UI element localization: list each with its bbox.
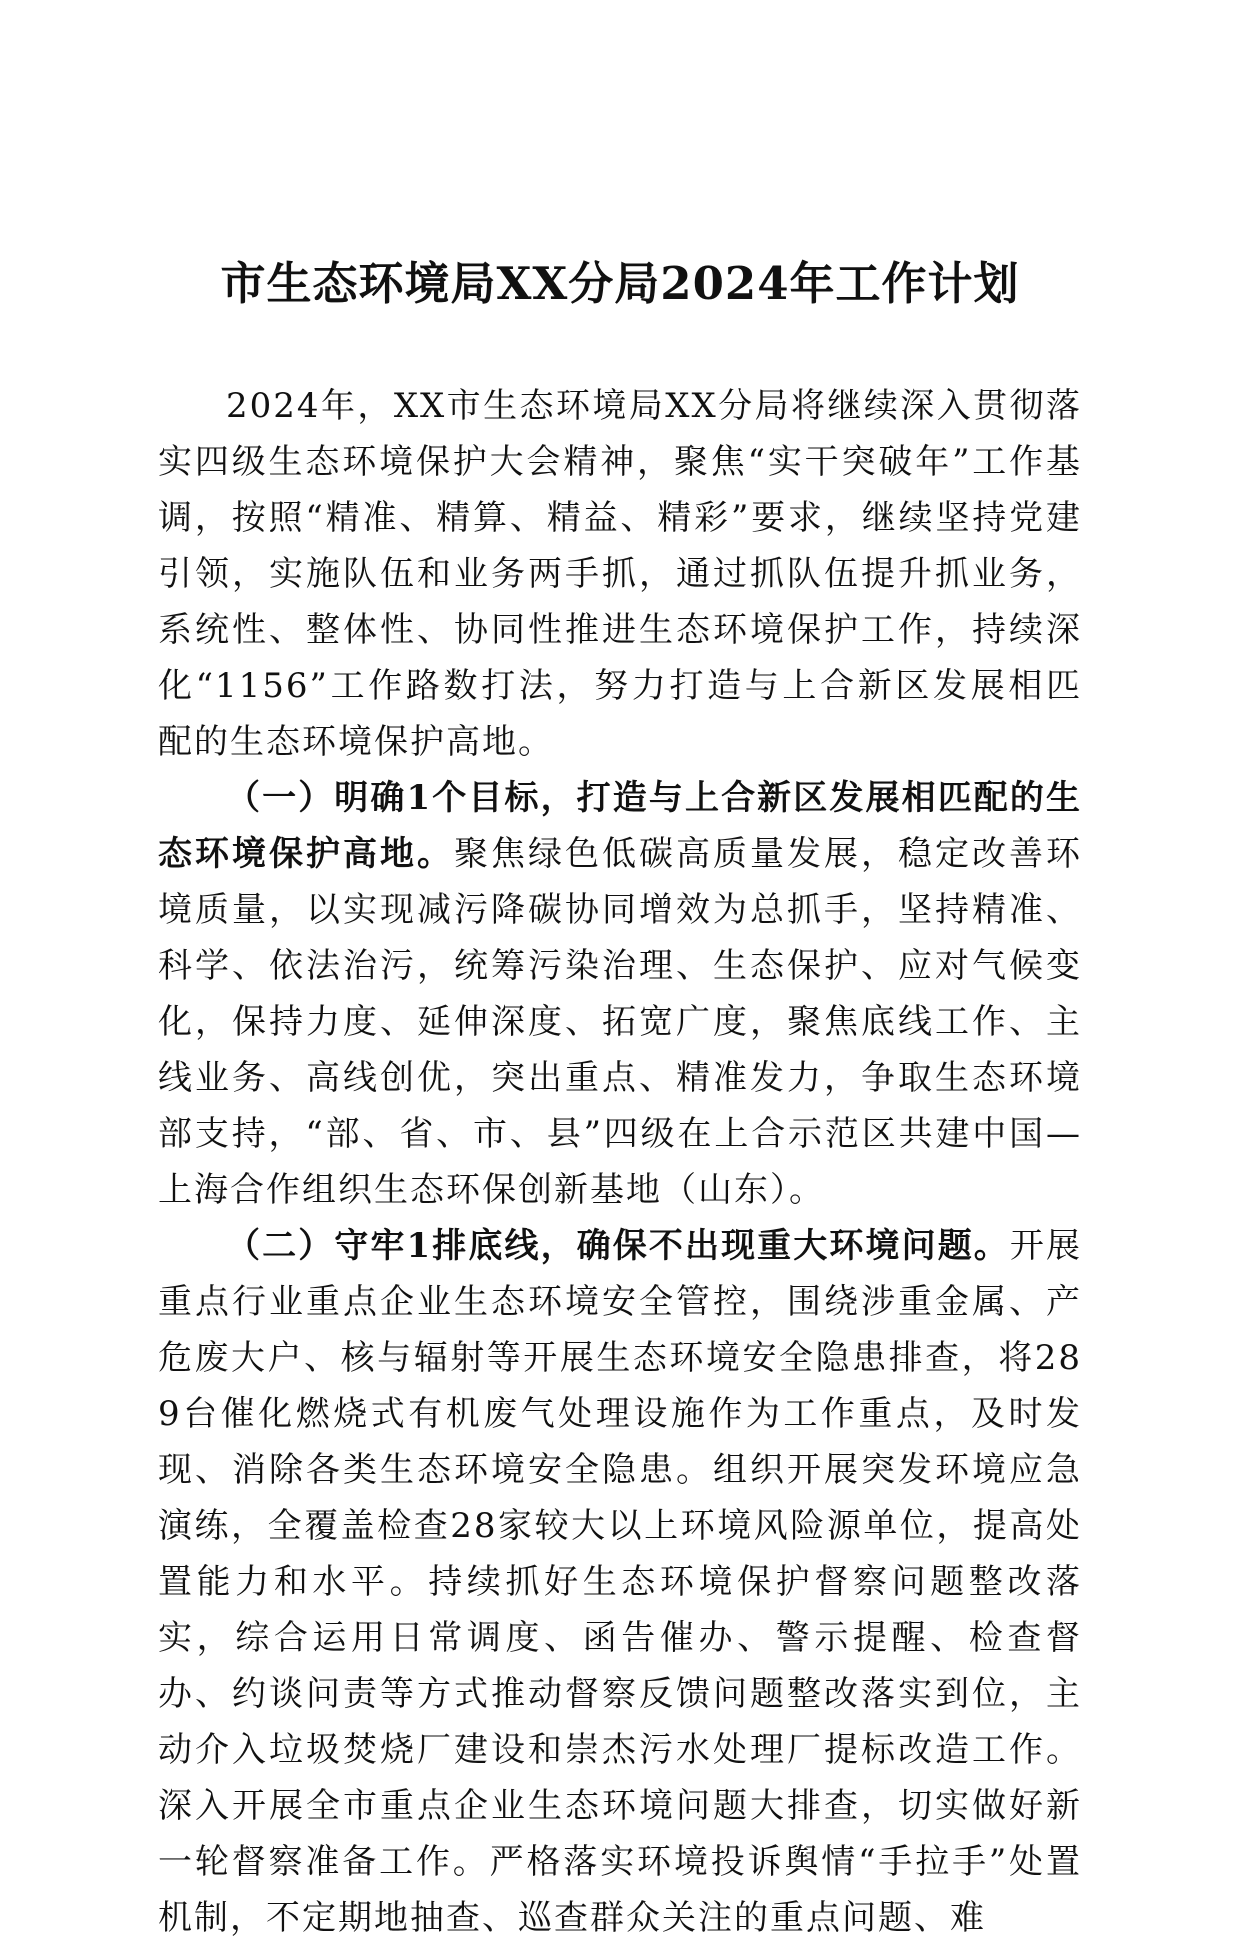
document-body — [158, 378, 1082, 1946]
section-text-2: 开展重点行业重点企业生态环境安全管控，围绕涉重金属、产危废大户、核与辐射等开展生态环境安全隐患排查，将289台催化燃烧式有机废气处理设施作为工作重点，及时发现、消除各类生态环境安全隐患。组织开展突发环境应急演练，全覆盖检查28家较大以上环境风险源单位，提高处置能力和水平。持续抓好生态环境保护督察问题整改落实，综合运用日常调度、函告催办、警示提醒、检查督办、约谈问责等方式推动督察反馈问题整改落实到位，主动介入垃圾焚烧厂建设和崇杰污水处理厂提标改造工作。深入开展全市重点企业生态环境问题大排查，切实做好新一轮督察准备工作。严格落实环境投诉舆情“手拉手”处置机制，不定期地抽查、巡查群众关注的重点问题、难 — [158, 1226, 1083, 1938]
intro-paragraph: 2024年，XX市生态环境局XX分局将继续深入贯彻落实四级生态环境保护大会精神，聚焦“实干突破年”工作基调，按照“精准、精算、精益、精彩”要求，继续坚持党建引领，实施队伍和业务两手抓，通过抓队伍提升抓业务，系统性、整体性、协同性推进生态环境保护工作，持续深化“1156”工作路数打法，努力打造与上合新区发展相匹配的生态环境保护高地。 — [158, 386, 1082, 762]
section-paragraph-1 — [158, 770, 1082, 1218]
section-heading-1: （一）明确1个目标，打造与上合新区发展相匹配的生态环境保护高地。 — [158, 778, 1082, 874]
document-title: 市生态环境局XX分局2024年工作计划 — [220, 257, 1020, 310]
section-heading-2: （二）守牢1排底线，确保不出现重大环境问题。 — [226, 1226, 1010, 1266]
section-text-1: 聚焦绿色低碳高质量发展，稳定改善环境质量，以实现减污降碳协同增效为总抓手，坚持精准、科学、依法治污，统筹污染治理、生态保护、应对气候变化，保持力度、延伸深度、拓宽广度，聚焦底线工作、主线业务、高线创优，突出重点、精准发力，争取生态环境部支持，“部、省、市、县”四级在上合示范区共建中国—上海合作组织生态环保创新基地（山东）。 — [158, 834, 1082, 1210]
section-paragraph-2 — [158, 1218, 1082, 1946]
